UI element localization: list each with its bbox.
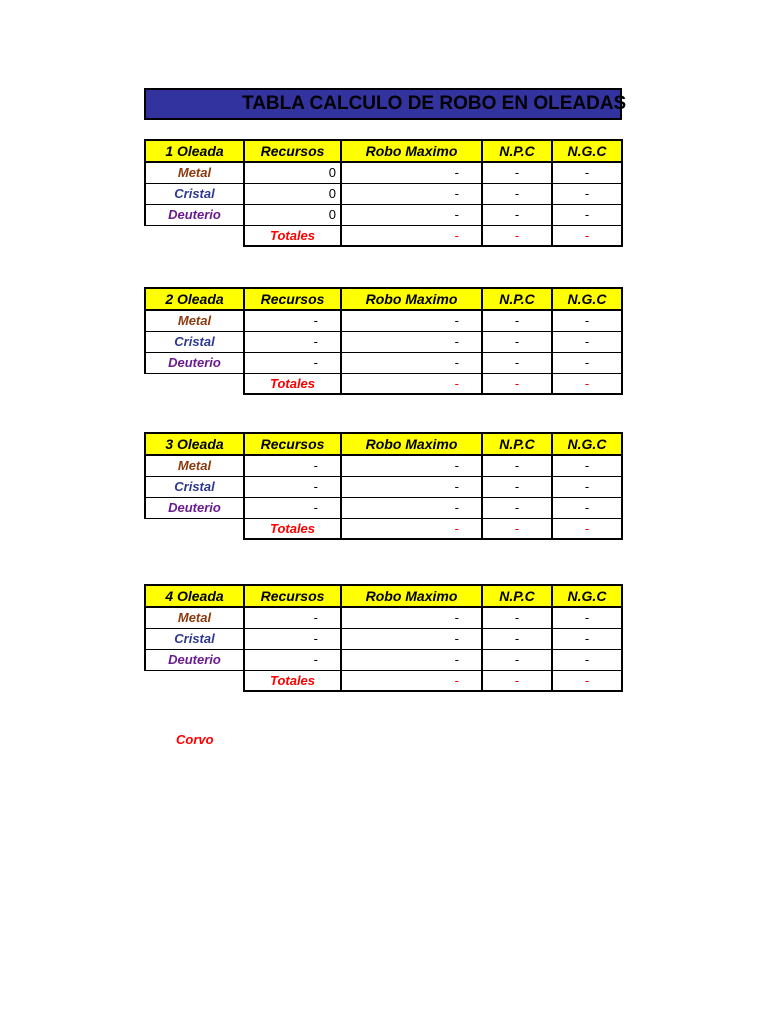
table-cell[interactable]: - <box>340 353 481 374</box>
totals-row <box>144 671 624 692</box>
table-row <box>144 332 624 353</box>
table-header <box>144 584 624 608</box>
column-header: N.P.C <box>481 287 551 311</box>
table-cell[interactable]: - <box>340 629 481 650</box>
totals-label: Totales <box>243 519 340 540</box>
table-cell[interactable]: - <box>481 477 551 498</box>
table-row <box>144 353 624 374</box>
totals-label: Totales <box>243 671 340 692</box>
column-header: N.G.C <box>551 432 623 456</box>
total-cell[interactable]: - <box>481 519 551 540</box>
table-cell[interactable]: - <box>340 332 481 353</box>
table-cell[interactable]: - <box>243 311 340 332</box>
total-cell[interactable]: - <box>551 671 623 692</box>
table-cell[interactable]: - <box>243 650 340 671</box>
table-cell[interactable]: - <box>481 608 551 629</box>
table-cell[interactable]: - <box>243 456 340 477</box>
column-header: Robo Maximo <box>340 584 481 608</box>
total-cell[interactable]: - <box>551 374 623 395</box>
table-cell[interactable]: - <box>481 456 551 477</box>
total-cell[interactable]: - <box>551 226 623 247</box>
resource-label: Metal <box>144 456 243 477</box>
column-header: N.G.C <box>551 584 623 608</box>
table-cell[interactable]: - <box>340 205 481 226</box>
resource-label: Metal <box>144 608 243 629</box>
total-cell[interactable]: - <box>551 519 623 540</box>
table-cell[interactable]: - <box>551 353 623 374</box>
table-header <box>144 432 624 456</box>
table-cell[interactable]: - <box>551 311 623 332</box>
column-header: N.P.C <box>481 584 551 608</box>
table-cell[interactable]: - <box>481 650 551 671</box>
table-cell[interactable]: - <box>340 311 481 332</box>
column-header: N.G.C <box>551 139 623 163</box>
totals-row <box>144 374 624 395</box>
total-cell[interactable]: - <box>340 226 481 247</box>
table-row <box>144 608 624 629</box>
table-cell[interactable]: - <box>551 205 623 226</box>
wave-table <box>144 432 624 540</box>
signature: Corvo <box>176 732 214 747</box>
table-cell[interactable]: - <box>481 498 551 519</box>
table-cell[interactable]: 0 <box>243 184 340 205</box>
resource-label: Cristal <box>144 477 243 498</box>
resource-label: Deuterio <box>144 205 243 226</box>
column-header: Robo Maximo <box>340 287 481 311</box>
table-cell[interactable]: - <box>243 498 340 519</box>
table-cell[interactable]: - <box>481 629 551 650</box>
wave-label: 4 Oleada <box>144 584 243 608</box>
column-header: N.P.C <box>481 432 551 456</box>
wave-label: 2 Oleada <box>144 287 243 311</box>
resource-label: Cristal <box>144 332 243 353</box>
resource-label: Metal <box>144 311 243 332</box>
table-cell[interactable]: - <box>243 608 340 629</box>
column-header: Robo Maximo <box>340 432 481 456</box>
table-cell[interactable]: - <box>481 184 551 205</box>
table-cell[interactable]: - <box>340 184 481 205</box>
wave-table <box>144 584 624 692</box>
wave-label: 3 Oleada <box>144 432 243 456</box>
table-cell[interactable]: - <box>243 477 340 498</box>
column-header: Robo Maximo <box>340 139 481 163</box>
table-cell[interactable]: 0 <box>243 205 340 226</box>
totals-row <box>144 226 624 247</box>
table-cell[interactable]: - <box>243 629 340 650</box>
table-cell[interactable]: - <box>340 608 481 629</box>
table-cell[interactable]: - <box>551 608 623 629</box>
resource-label: Cristal <box>144 629 243 650</box>
table-cell[interactable]: - <box>243 353 340 374</box>
column-header: Recursos <box>243 584 340 608</box>
column-header: Recursos <box>243 432 340 456</box>
table-cell[interactable]: - <box>481 311 551 332</box>
table-cell[interactable]: - <box>551 477 623 498</box>
table-cell[interactable]: - <box>481 332 551 353</box>
resource-label: Metal <box>144 163 243 184</box>
column-header: N.G.C <box>551 287 623 311</box>
total-cell[interactable]: - <box>481 671 551 692</box>
total-cell[interactable]: - <box>340 374 481 395</box>
table-row <box>144 205 624 226</box>
table-cell[interactable]: - <box>481 205 551 226</box>
table-row <box>144 629 624 650</box>
resource-label: Deuterio <box>144 498 243 519</box>
table-header <box>144 287 624 311</box>
totals-row <box>144 519 624 540</box>
wave-table <box>144 139 624 247</box>
column-header: Recursos <box>243 139 340 163</box>
wave-table <box>144 287 624 395</box>
table-row <box>144 184 624 205</box>
column-header: N.P.C <box>481 139 551 163</box>
table-cell[interactable]: - <box>340 650 481 671</box>
table-cell[interactable]: - <box>551 629 623 650</box>
table-header <box>144 139 624 163</box>
table-row <box>144 650 624 671</box>
resource-label: Deuterio <box>144 650 243 671</box>
total-cell[interactable]: - <box>481 226 551 247</box>
table-cell[interactable]: - <box>551 184 623 205</box>
table-cell[interactable]: - <box>340 456 481 477</box>
page-title: TABLA CALCULO DE ROBO EN OLEADAS <box>242 93 627 114</box>
table-cell[interactable]: 0 <box>243 163 340 184</box>
table-cell[interactable]: - <box>551 163 623 184</box>
total-cell[interactable]: - <box>481 374 551 395</box>
total-cell[interactable]: - <box>340 671 481 692</box>
table-cell[interactable]: - <box>551 650 623 671</box>
wave-label: 1 Oleada <box>144 139 243 163</box>
table-row <box>144 498 624 519</box>
table-cell[interactable]: - <box>481 353 551 374</box>
table-cell[interactable]: - <box>243 332 340 353</box>
column-header: Recursos <box>243 287 340 311</box>
table-cell[interactable]: - <box>551 332 623 353</box>
totals-label: Totales <box>243 226 340 247</box>
table-cell[interactable]: - <box>551 456 623 477</box>
table-cell[interactable]: - <box>340 477 481 498</box>
table-row <box>144 456 624 477</box>
table-row <box>144 311 624 332</box>
totals-label: Totales <box>243 374 340 395</box>
table-cell[interactable]: - <box>481 163 551 184</box>
table-row <box>144 163 624 184</box>
table-row <box>144 477 624 498</box>
table-cell[interactable]: - <box>340 163 481 184</box>
title-bar <box>144 88 627 120</box>
table-cell[interactable]: - <box>340 498 481 519</box>
resource-label: Deuterio <box>144 353 243 374</box>
table-cell[interactable]: - <box>551 498 623 519</box>
total-cell[interactable]: - <box>340 519 481 540</box>
resource-label: Cristal <box>144 184 243 205</box>
